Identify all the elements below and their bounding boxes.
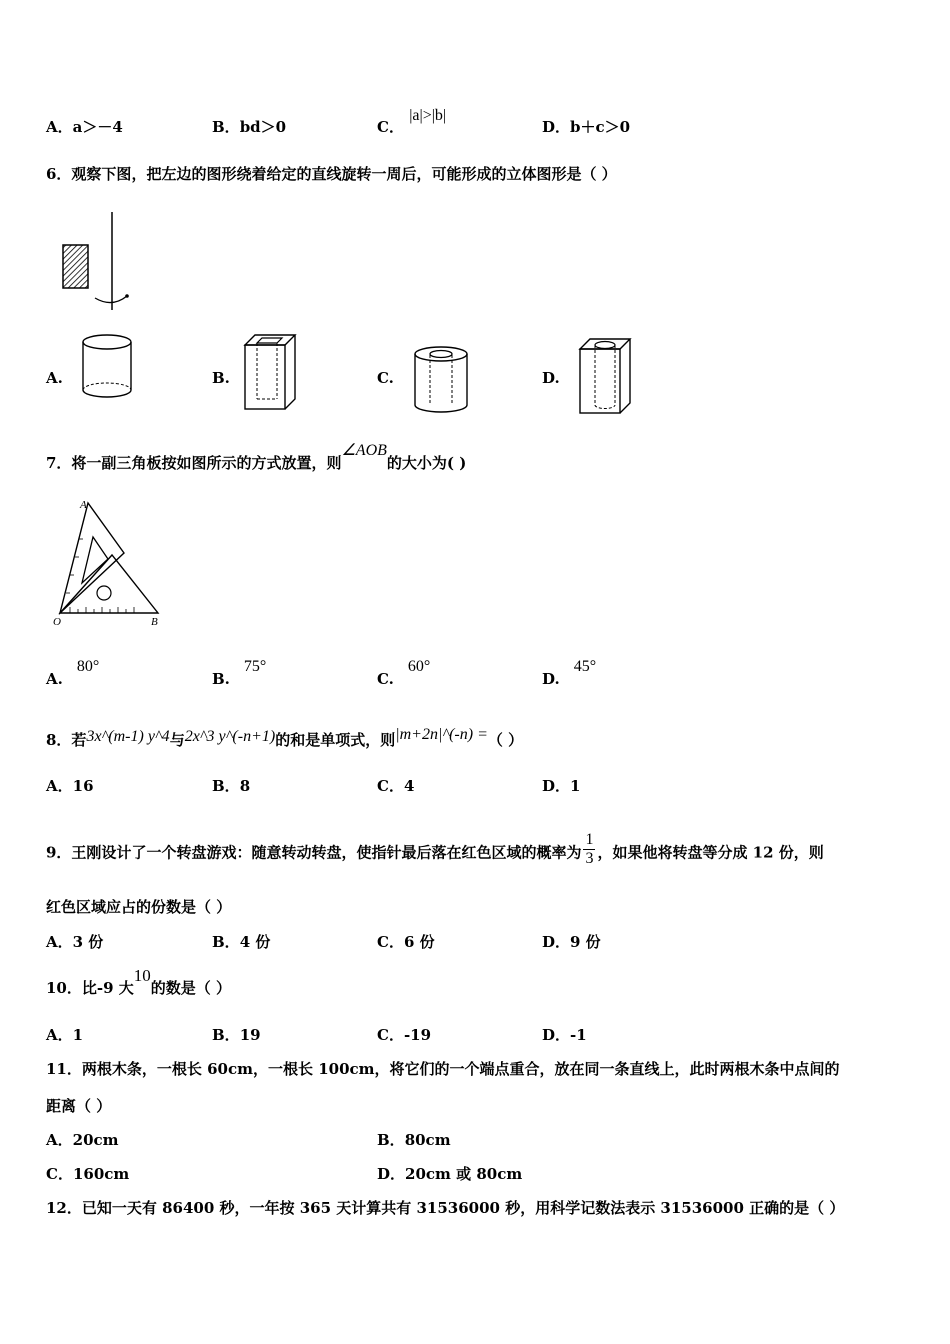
- q7-option-d[interactable]: D.45°: [542, 658, 597, 688]
- q5-option-b[interactable]: B．bd＞0: [212, 118, 287, 136]
- q6-option-a[interactable]: A.: [46, 369, 63, 387]
- q6-option-c[interactable]: C.: [377, 369, 394, 387]
- q7-stem: 7．将一副三角板按如图所示的方式放置，则∠AOB的大小为( ): [46, 442, 467, 472]
- q11-option-d[interactable]: D．20cm 或 80cm: [377, 1165, 523, 1183]
- q6-rotation-figure: [55, 210, 145, 315]
- q11-stem-line2: 距离（ ）: [46, 1097, 112, 1115]
- q9-option-b[interactable]: B．4 份: [212, 933, 271, 951]
- q7-option-c[interactable]: C.60°: [377, 658, 431, 688]
- q11-option-a[interactable]: A．20cm: [46, 1131, 119, 1149]
- q8-option-c[interactable]: C．4: [377, 777, 415, 795]
- q12-stem: 12．已知一天有 86400 秒，一年按 365 天计算共有 31536000 秒，用科学记数法表示 31536000 正确的是（ ）: [46, 1199, 845, 1217]
- q9-option-c[interactable]: C．6 份: [377, 933, 435, 951]
- q10-option-b[interactable]: B．19: [212, 1026, 261, 1044]
- hollow-cylinder-figure: [410, 345, 472, 415]
- q5-option-a[interactable]: A．a＞－4: [46, 118, 123, 136]
- q8-option-d[interactable]: D．1: [542, 777, 581, 795]
- q5-option-d[interactable]: D．b＋c＞0: [542, 118, 631, 136]
- triangle-ruler-2: [60, 555, 158, 613]
- q6-option-d[interactable]: D.: [542, 369, 560, 387]
- q10-option-c[interactable]: C．-19: [377, 1026, 432, 1044]
- q6-stem: 6．观察下图，把左边的图形绕着给定的直线旋转一周后，可能形成的立体图形是（ ）: [46, 165, 617, 183]
- q8-option-a[interactable]: A．16: [46, 777, 94, 795]
- q11-option-c[interactable]: C．160cm: [46, 1165, 130, 1183]
- q9-option-a[interactable]: A．3 份: [46, 933, 104, 951]
- q8-option-b[interactable]: B．8: [212, 777, 251, 795]
- q11-stem-line1: 11．两根木条，一根长 60cm，一根长 100cm，将它们的一个端点重合，放在同一条直线上，此时两根木条中点间的: [46, 1060, 840, 1078]
- box-cylindrical-hole-figure: [575, 337, 637, 417]
- shaded-rectangle: [63, 245, 88, 288]
- q9-stem-line2: 红色区域应占的份数是（ ）: [46, 898, 232, 916]
- q7-option-b[interactable]: B.75°: [212, 658, 267, 688]
- q9-stem-line1: 9．王刚设计了一个转盘游戏：随意转动转盘，使指针最后落在红色区域的概率为 $\frac{1}{3}$ ，如果他将转盘等分成 12 份，则: [46, 831, 824, 867]
- q7-triangle-set-figure: [50, 495, 170, 630]
- q8-stem: 8．若3x^(m-1) y^4与2x^3 y^(-n+1)的和是单项式，则|m+2n|^(-n) =（ ）: [46, 726, 524, 749]
- q6-option-b[interactable]: B.: [212, 369, 230, 387]
- q10-stem: 10．比-9 大10的数是（ ）: [46, 966, 231, 997]
- q9-option-d[interactable]: D．9 份: [542, 933, 601, 951]
- hollow-box-square-hole-figure: [240, 333, 302, 413]
- q10-option-d[interactable]: D．-1: [542, 1026, 587, 1044]
- label-b: B: [151, 616, 158, 628]
- q5-option-c[interactable]: C． |a|>|b|: [377, 107, 447, 136]
- q11-option-b[interactable]: B．80cm: [377, 1131, 451, 1149]
- fraction-one-third: $\frac{1}{3}$: [585, 831, 594, 867]
- q10-option-a[interactable]: A．1: [46, 1026, 84, 1044]
- label-a: A: [80, 499, 87, 511]
- rotation-arrow: [95, 296, 127, 303]
- cylinder-figure: [78, 333, 136, 401]
- q7-option-a[interactable]: A.80°: [46, 658, 100, 688]
- label-o: O: [53, 616, 61, 628]
